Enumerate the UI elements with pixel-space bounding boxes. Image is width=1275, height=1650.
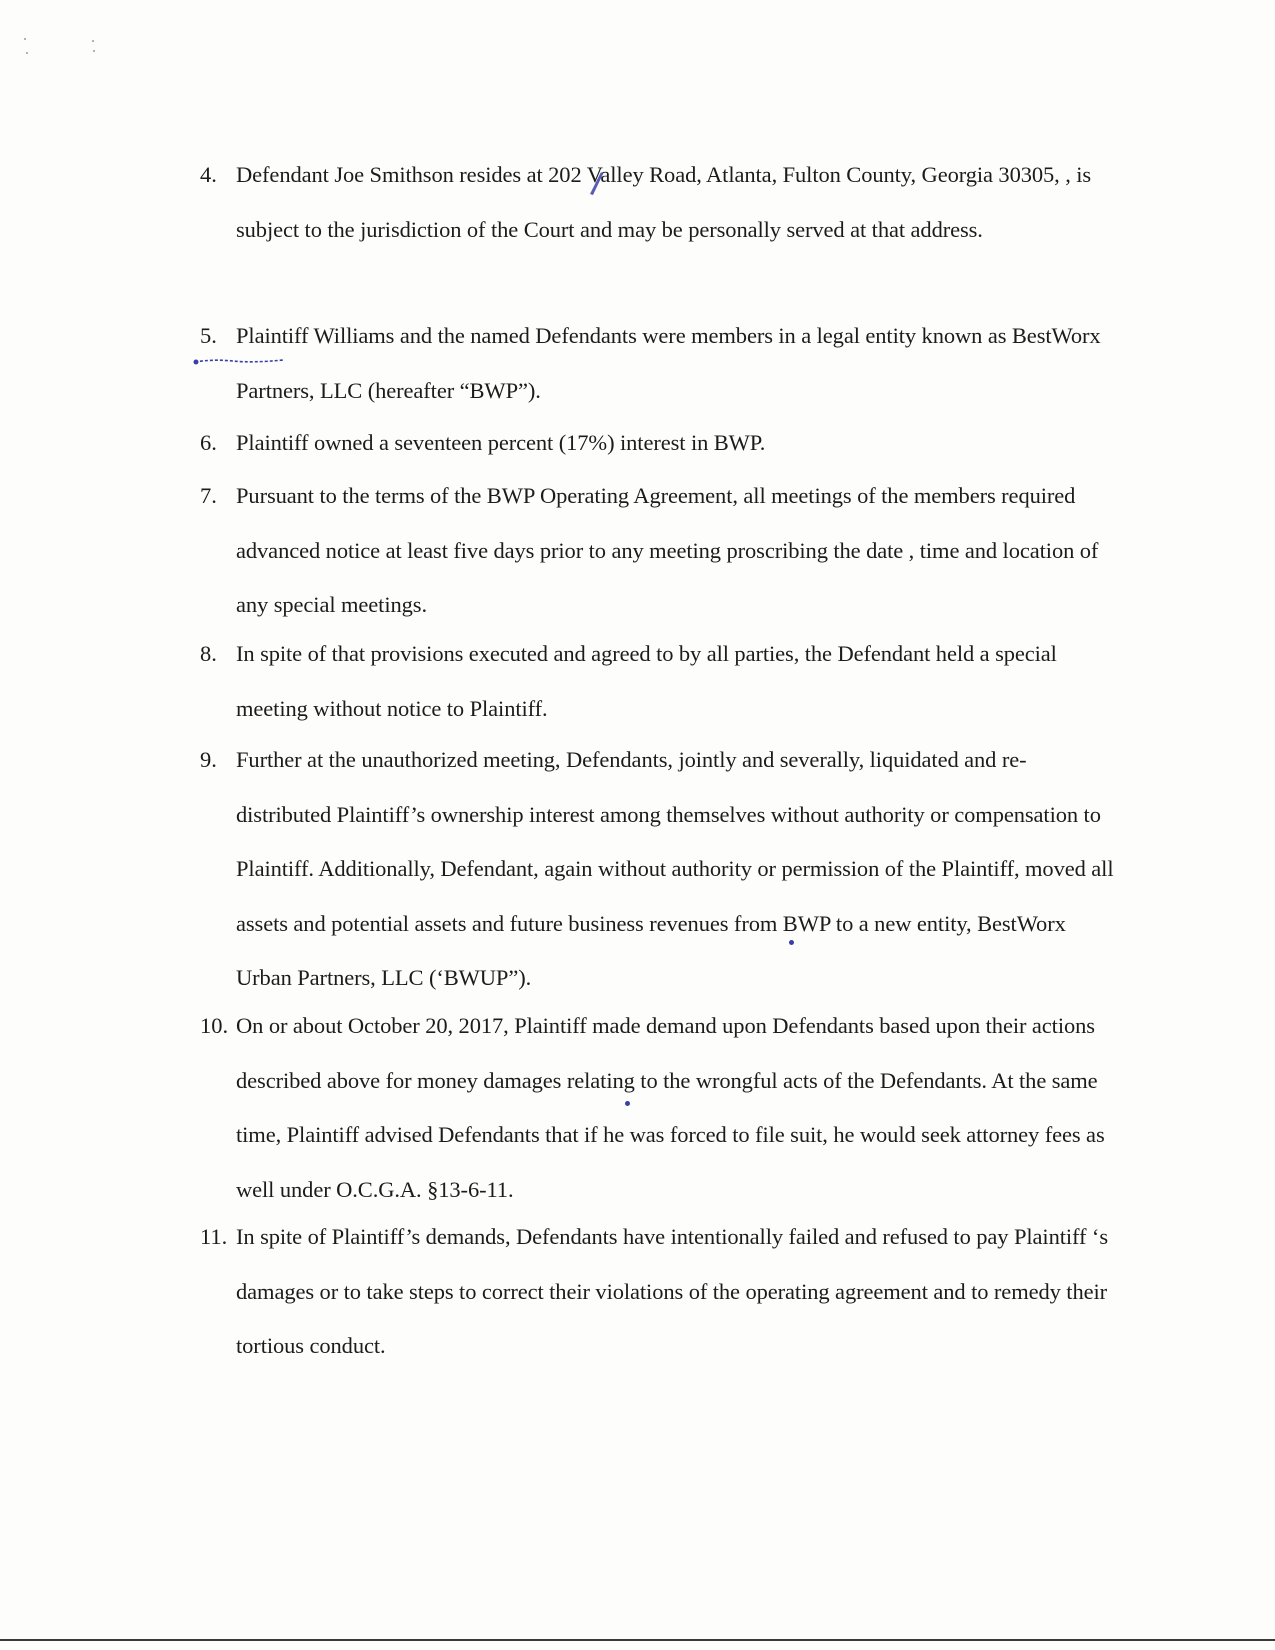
scan-speck: [26, 52, 28, 54]
paragraph-number: 8.: [200, 641, 217, 666]
paragraph-4: [200, 148, 1120, 257]
paragraph-10: [200, 999, 1120, 1217]
scan-speck: [92, 40, 94, 42]
paragraph-9: [200, 733, 1120, 1006]
paragraph-text: Defendant Joe Smithson resides at 202 Valley Road, Atlanta, Fulton County, Georgia 30305, , is subject to the jurisdiction of the Court and may be personally served at that address.: [236, 162, 1092, 242]
pen-dot-mark: [789, 940, 794, 945]
paragraph-text: Pursuant to the terms of the BWP Operating Agreement, all meetings of the members required advanced notice at least five days prior to any meeting proscribing the date , time and location of any special meetings.: [236, 483, 1099, 617]
paragraph-number: 5.: [200, 323, 217, 348]
paragraph-11: [200, 1210, 1120, 1374]
scan-edge-line: [0, 1639, 1275, 1641]
pen-dot-mark: [625, 1101, 630, 1106]
paragraph-text: Plaintiff owned a seventeen percent (17%) interest in BWP.: [236, 430, 766, 455]
scan-speck: [93, 50, 95, 52]
paragraph-number: 6.: [200, 430, 217, 455]
paragraph-text: On or about October 20, 2017, Plaintiff made demand upon Defendants based upon their actions described above for money damages relating to the wrongful acts of the Defendants. At the same time, Plaintiff advised Defendants that if he was forced to file suit, he would seek attorney fees as well under O.C.G.A. §13-6-11.: [236, 1013, 1105, 1202]
paragraph-text: In spite of that provisions executed and agreed to by all parties, the Defendant held a special meeting without notice to Plaintiff.: [236, 641, 1057, 721]
pen-strike-mark: [588, 170, 604, 196]
paragraph-number: 9.: [200, 747, 217, 772]
paragraph-7: [200, 469, 1120, 633]
paragraph-8: [200, 627, 1120, 736]
paragraph-text: Further at the unauthorized meeting, Defendants, jointly and severally, liquidated and re-distributed Plaintiff’s ownership interest among themselves without authority or compensation to Plaintiff. Additionally, Defendant, again without authority or permission of the Plaintiff, moved all assets and potential assets and future business revenues from BWP to a new entity, BestWorx Urban Partners, LLC (‘BWUP”).: [236, 747, 1114, 990]
paragraph-number: 7.: [200, 483, 217, 508]
paragraph-6: [200, 416, 1120, 471]
paragraph-text: Plaintiff Williams and the named Defendants were members in a legal entity known as BestWorx Partners, LLC (hereafter “BWP”).: [236, 323, 1101, 403]
paragraph-number: 11.: [200, 1224, 228, 1249]
scan-speck: [24, 38, 26, 40]
paragraph-text: In spite of Plaintiff’s demands, Defendants have intentionally failed and refused to pay Plaintiff ‘s damages or to take steps to correct their violations of the operating agreement and to remedy their tortious conduct.: [236, 1224, 1108, 1358]
paragraph-number: 4.: [200, 162, 217, 187]
pen-underline-mark: [193, 356, 288, 366]
paragraph-5: [200, 309, 1120, 418]
paragraph-number: 10.: [200, 1013, 229, 1038]
